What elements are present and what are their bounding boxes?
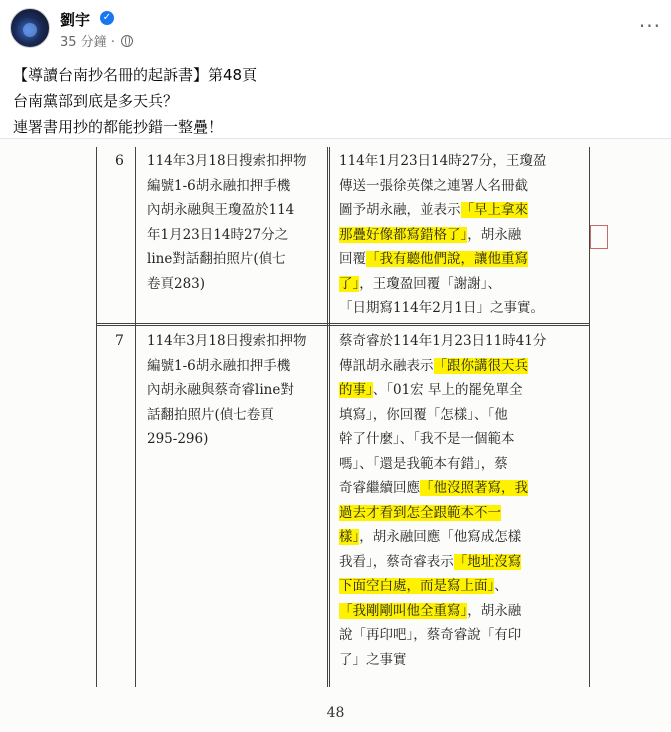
more-options-button[interactable]: ···	[638, 14, 661, 38]
fact-text: 、	[494, 578, 508, 594]
evidence-cell: 114年3月18日搜索扣押物 編號1-6胡永融扣押手機 內胡永融與王瓊盈於114 年1月23日14時27分之 line對話翻拍照片(偵七 卷頁283)	[147, 153, 307, 292]
fact-text: 蔡奇睿於114年1月23日11時41分 傳訊胡永融表示	[339, 333, 547, 374]
row-number: 6	[115, 153, 124, 169]
post-line: 【導讀台南抄名冊的起訴書】第48頁	[13, 66, 258, 84]
column-line	[135, 147, 136, 687]
highlighted-quote: 「地址沒寫 下面空白處，而是寫上面」	[339, 553, 522, 594]
fact-text: ，胡永融 回覆	[339, 226, 522, 267]
post-time[interactable]: 35 分鐘	[60, 35, 107, 50]
highlighted-quote: 「跟你講很天兵 的事」	[339, 357, 528, 398]
highlighted-quote: 「早上拿來 那疊好像都寫錯格了」	[339, 202, 528, 243]
highlighted-quote: 「他沒照著寫，我 過去才看到怎全跟範本不一 樣」	[339, 480, 528, 545]
post-meta	[60, 31, 133, 50]
fact-text: ，胡永融 說「再印吧」，蔡奇睿說「有印 了」之事實	[339, 602, 522, 668]
post-line: 台南黨部到底是多天兵？	[13, 92, 179, 110]
red-seal-stamp	[590, 225, 608, 249]
post-image-document[interactable]	[0, 138, 671, 732]
row-number: 7	[115, 333, 124, 349]
verified-badge-icon: ✓	[100, 11, 114, 25]
evidence-cell: 114年3月18日搜索扣押物 編號1-6胡永融扣押手機 內胡永融與蔡奇睿line對 話翻拍照片(偵七卷頁 295-296)	[147, 333, 307, 447]
fact-text: 114年1月23日14時27分，王瓊盈 傳送一張徐英傑之連署人名冊截 圖予胡永融，並表示	[339, 153, 547, 218]
document-table	[96, 147, 590, 687]
fact-text: ，胡永融回應「他寫成怎樣 我看」，蔡奇睿表示	[339, 529, 522, 570]
highlighted-quote: 「我有聽他們說，讓他重寫 了」	[339, 251, 528, 292]
highlighted-quote: 「我剛剛叫他全重寫」	[339, 602, 468, 619]
fact-text: 、「01宏 早上的罷免單全 填寫」，你回覆「怎樣」、「他 幹了什麼」、「我不是一個範本 嗎」、「還是我範本有錯」，蔡 奇睿繼續回應	[339, 382, 523, 496]
facts-cell	[339, 329, 587, 672]
post-text	[13, 62, 257, 140]
avatar[interactable]	[10, 8, 50, 48]
author-name[interactable]: 劉宇	[60, 11, 91, 29]
facts-cell	[339, 149, 587, 321]
globe-icon	[121, 35, 133, 47]
post-header	[10, 8, 661, 52]
page-number: 48	[326, 705, 345, 721]
fact-text: ，王瓊盈回覆「謝謝」、 「日期寫114年2月1日」之事實。	[339, 275, 544, 316]
row-divider	[97, 323, 589, 326]
meta-separator: ·	[110, 35, 115, 50]
column-line	[327, 147, 330, 687]
post-line: 連署書用抄的都能抄錯一整疊！	[13, 118, 224, 136]
